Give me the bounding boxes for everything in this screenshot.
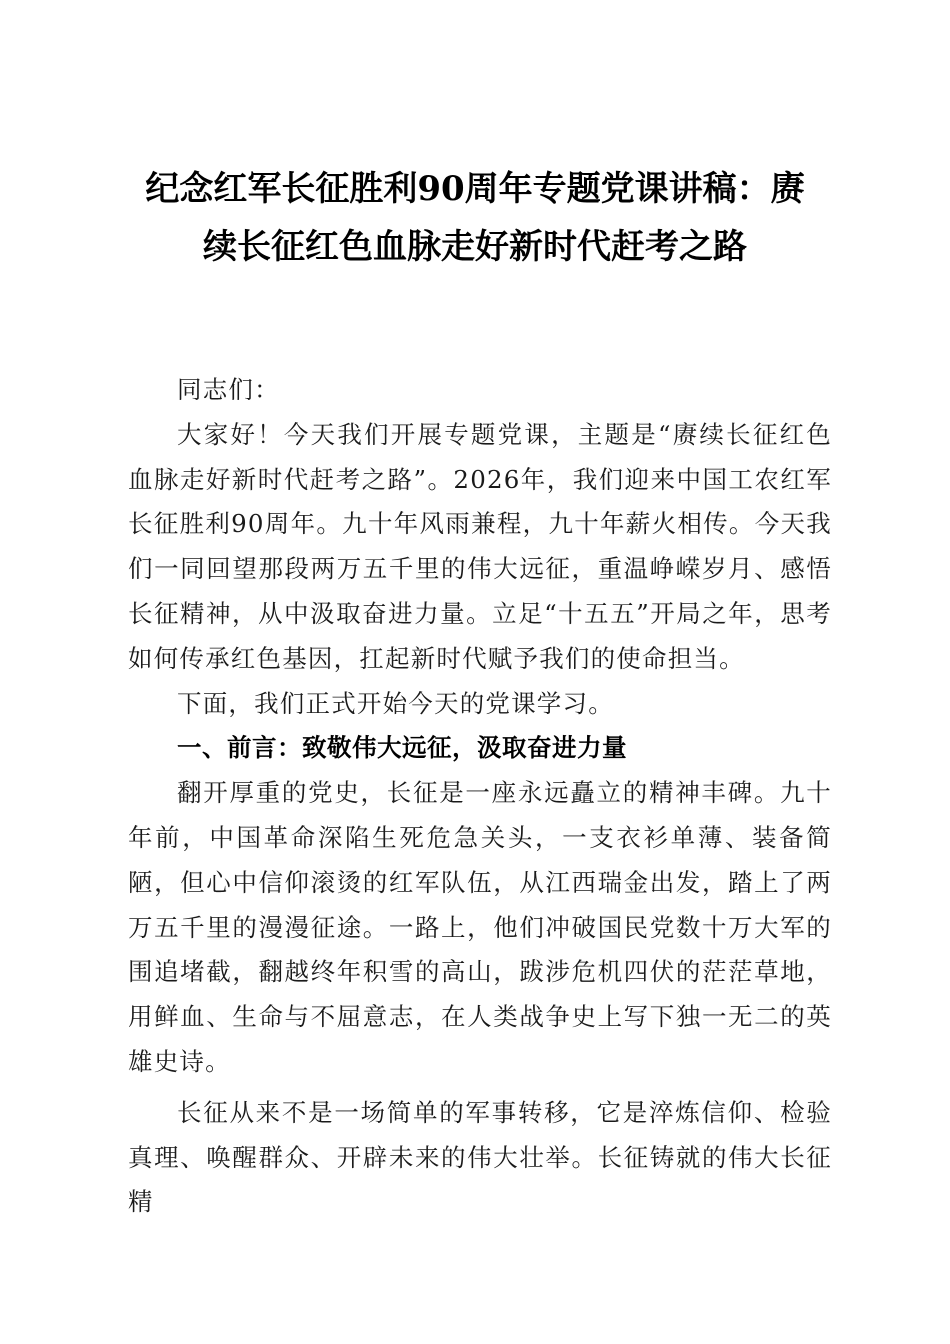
intro-paragraph: 大家好！今天我们开展专题党课，主题是“赓续长征红色血脉走好新时代赶考之路”。2026年，我们迎来中国工农红军长征胜利90周年。九十年风雨兼程，九十年薪火相传。今天我们一同回望那段两万五千里的伟大远征，重温峥嵘岁月、感悟长征精神，从中汲取奋进力量。立足“十五五”开局之年，思考如何传承红色基因，扛起新时代赋予我们的使命担当。 — [128, 419, 832, 673]
salutation: 同志们： — [177, 375, 280, 404]
title-line-1: 纪念红军长征胜利90周年专题党课讲稿：赓 — [145, 169, 805, 209]
document-title — [120, 160, 830, 276]
section-paragraph-2: 长征从来不是一场简单的军事转移，它是淬炼信仰、检验真理、唤醒群众、开辟未来的伟大壮举。长征铸就的伟大长征精 — [128, 1097, 832, 1217]
transition-paragraph: 下面，我们正式开始今天的党课学习。 — [177, 688, 614, 718]
section-heading: 一、前言：致敬伟大远征，汲取奋进力量 — [177, 733, 627, 763]
document-body — [128, 368, 832, 1225]
section-paragraph-1: 翻开厚重的党史，长征是一座永远矗立的精神丰碑。九十年前，中国革命深陷生死危急关头，一支衣衫单薄、装备简陋，但心中信仰滚烫的红军队伍，从江西瑞金出发，踏上了两万五千里的漫漫征途。一路上，他们冲破国民党数十万大军的围追堵截，翻越终年积雪的高山，跋涉危机四伏的茫茫草地，用鲜血、生命与不屈意志，在人类战争史上写下独一无二的英雄史诗。 — [128, 778, 832, 1076]
title-line-2: 续长征红色血脉走好新时代赶考之路 — [203, 227, 747, 267]
